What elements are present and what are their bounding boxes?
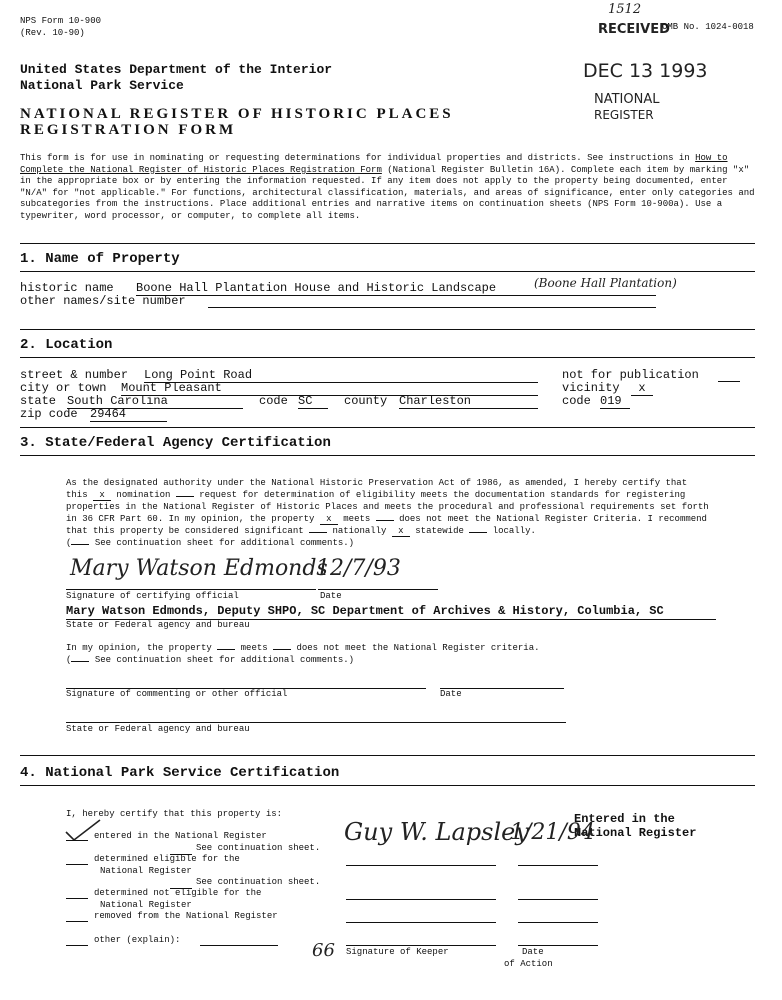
stamp-number: 1512 — [608, 2, 642, 17]
removed-label: removed from the National Register — [94, 911, 278, 921]
continuation-check — [71, 544, 89, 545]
cert-line-5 — [66, 526, 536, 537]
does-not-meet-check — [376, 520, 394, 521]
eligible-check-line — [66, 864, 88, 865]
divider — [20, 329, 755, 330]
cert-text: does not meet the National Register Criteria. I recommend — [399, 514, 707, 524]
opinion-text: does not meet the National Register criteria. — [296, 643, 540, 653]
keeper-date-handwritten: 1/21/94 — [510, 820, 595, 845]
not-for-publication-box — [718, 381, 740, 382]
stamp-national: NATIONAL — [594, 92, 660, 107]
department-name: United States Department of the Interior — [20, 62, 333, 77]
county-value: Charleston — [399, 394, 472, 408]
keeper-signature: Guy W. Lapsley — [344, 818, 529, 846]
keeper-date-line — [518, 922, 598, 923]
comment-date-label: Date — [440, 689, 462, 699]
section-2-heading: 2. Location — [20, 337, 113, 353]
keeper-initials: 66 — [312, 940, 335, 961]
historic-name-handwritten: (Boone Hall Plantation) — [534, 276, 677, 290]
opinion-does-not-meet-check — [273, 649, 291, 650]
vicinity-value: x — [631, 381, 653, 396]
opinion-line-1 — [66, 643, 540, 653]
eligible-continuation: See continuation sheet. — [196, 877, 321, 887]
state-value: South Carolina — [67, 394, 168, 408]
received-stamp: RECEIVED — [598, 22, 670, 37]
cert-text: in 36 CFR Part 60. In my opinion, the property — [66, 514, 315, 524]
county-code-value: 019 — [600, 394, 630, 409]
received-date-stamp: DEC 13 1993 — [583, 60, 708, 82]
opinion-text: In my opinion, the property — [66, 643, 212, 653]
city-label: city or town — [20, 381, 107, 395]
cert-line-4 — [66, 514, 707, 525]
divider — [20, 427, 755, 428]
cert-text: that this property be considered significant — [66, 526, 304, 536]
divider — [20, 755, 755, 756]
form-revision: (Rev. 10-90) — [20, 28, 85, 38]
opinion-line-2: ( See continuation sheet for additional comments.) — [66, 655, 355, 665]
cert-line-3: properties in the National Register of Historic Places and meets the procedural and professional requirements set forth — [66, 502, 709, 512]
vicinity-label: vicinity — [562, 381, 620, 395]
historic-name-value: Boone Hall Plantation House and Historic Landscape — [136, 281, 497, 295]
keeper-date-line — [518, 865, 598, 866]
city-value: Mount Pleasant — [121, 381, 222, 395]
nps-cert-intro: I, hereby certify that this property is: — [66, 809, 283, 819]
service-name: National Park Service — [20, 78, 184, 93]
eligible-label-1: determined eligible for the — [94, 854, 240, 864]
locally-check — [469, 532, 487, 533]
opinion-continuation-check — [71, 661, 89, 662]
cert-text: request for determination of eligibility meets the documentation standards for registering — [199, 490, 686, 500]
state-label: state — [20, 394, 57, 408]
stamp-register: REGISTER — [594, 108, 654, 122]
cert-text: nomination — [116, 490, 171, 500]
opinion-meets-check — [217, 649, 235, 650]
certifying-official-name: Mary Watson Edmonds, Deputy SHPO, SC Department of Archives & History, Columbia, SC — [66, 604, 664, 618]
cert-text: this — [66, 490, 88, 500]
keeper-line — [346, 899, 496, 900]
not-eligible-label-1: determined not eligible for the — [94, 888, 262, 898]
intro-paragraph — [20, 153, 755, 222]
date-label: Date — [320, 591, 342, 601]
instructions-link[interactable]: How to Complete the National Register of Historic Places Registration Form — [20, 153, 728, 175]
intro-text-2: (National Register Bulletin 16A). Complete each item by marking "x" in the appropriate box or by entering the information requested. If any item does not apply to the property being documented, enter "N/A" for "not applicable." For functions, architectural classification, materials, and areas of significance, enter only categories and subcategories from the instructions. Place additional entries and narrative items on continuation sheets (NPS Form 10-900a). Use a typewriter, word processor, or computer, to complete all items. — [20, 164, 755, 221]
section-1-heading: 1. Name of Property — [20, 251, 180, 267]
not-eligible-check-line — [66, 898, 88, 899]
divider — [20, 785, 755, 786]
section-4-heading: 4. National Park Service Certification — [20, 765, 340, 781]
request-check — [176, 496, 194, 497]
street-value: Long Point Road — [144, 368, 253, 382]
other-names-label: other names/site number — [20, 294, 186, 308]
entered-check-line — [66, 840, 88, 841]
state-code-value: SC — [298, 394, 328, 409]
nationally-check — [309, 532, 327, 533]
eligible-label-2: National Register — [100, 866, 192, 876]
entered-stamp-1: Entered in the — [574, 812, 675, 826]
date-line — [318, 589, 438, 590]
certifying-signature: Mary Watson Edmonds — [70, 556, 328, 581]
not-eligible-label-2: National Register — [100, 900, 192, 910]
cert-text: See continuation sheet for additional comments.) — [94, 538, 355, 548]
statewide-check: x — [392, 526, 410, 537]
other-explain-line — [200, 945, 278, 946]
keeper-date-line — [518, 945, 598, 946]
date-of-action-label-1: Date — [522, 947, 544, 957]
cert-line-2 — [66, 490, 685, 501]
agency2-label: State or Federal agency and bureau — [66, 724, 250, 734]
date-of-action-label-2: of Action — [504, 959, 553, 969]
cert-text: nationally — [332, 526, 387, 536]
intro-text-1: This form is for use in nominating or requesting determinations for individual properties and districts. See instructions in — [20, 153, 696, 163]
county-field — [399, 394, 538, 409]
divider — [20, 243, 755, 244]
entered-stamp-2: National Register — [574, 826, 697, 840]
comment-signature-label: Signature of commenting or other official — [66, 689, 288, 699]
street-label: street & number — [20, 368, 129, 382]
form-number: NPS Form 10-900 — [20, 16, 102, 26]
keeper-date-line — [518, 899, 598, 900]
section-3-heading: 3. State/Federal Agency Certification — [20, 435, 331, 451]
zip-label: zip code — [20, 407, 78, 421]
historic-name-label: historic name — [20, 281, 114, 295]
zip-value: 29464 — [90, 407, 167, 422]
signature-label: Signature of certifying official — [66, 591, 239, 601]
cert-line-1: As the designated authority under the National Historic Preservation Act of 1986, as amended, I hereby certify that — [66, 478, 688, 488]
keeper-line — [346, 922, 496, 923]
county-label: county — [344, 394, 388, 408]
cert-text: statewide — [415, 526, 464, 536]
state-code-label: code — [259, 394, 288, 408]
opinion-text: meets — [240, 643, 268, 653]
other-names-field — [208, 307, 656, 308]
removed-check-line — [66, 921, 88, 922]
certifying-date-handwritten: 12/7/93 — [316, 556, 401, 581]
divider — [20, 455, 755, 456]
form-title: NATIONAL REGISTER OF HISTORIC PLACES — [20, 106, 454, 122]
form-subtitle: REGISTRATION FORM — [20, 122, 237, 138]
cert-text: locally. — [492, 526, 536, 536]
agency-label: State or Federal agency and bureau — [66, 620, 250, 630]
keeper-line — [346, 945, 496, 946]
other-label: other (explain): — [94, 935, 181, 945]
other-check-line — [66, 945, 88, 946]
keeper-line — [346, 865, 496, 866]
omb-number: OMB No. 1024-0018 — [662, 22, 754, 32]
entered-label: entered in the National Register — [94, 831, 267, 841]
divider — [20, 357, 755, 358]
divider — [20, 271, 755, 272]
county-code-label: code — [562, 394, 591, 408]
entered-continuation: See continuation sheet. — [196, 843, 321, 853]
opinion-text: See continuation sheet for additional comments.) — [94, 655, 355, 665]
keeper-label: Signature of Keeper — [346, 947, 449, 957]
cert-line-6: ( See continuation sheet for additional comments.) — [66, 538, 355, 548]
meets-check: x — [320, 514, 338, 525]
signature-line — [66, 589, 316, 590]
not-for-publication-label: not for publication — [562, 368, 699, 382]
nomination-check: x — [93, 490, 111, 501]
cert-text: meets — [343, 514, 371, 524]
agency2-line — [66, 722, 566, 723]
